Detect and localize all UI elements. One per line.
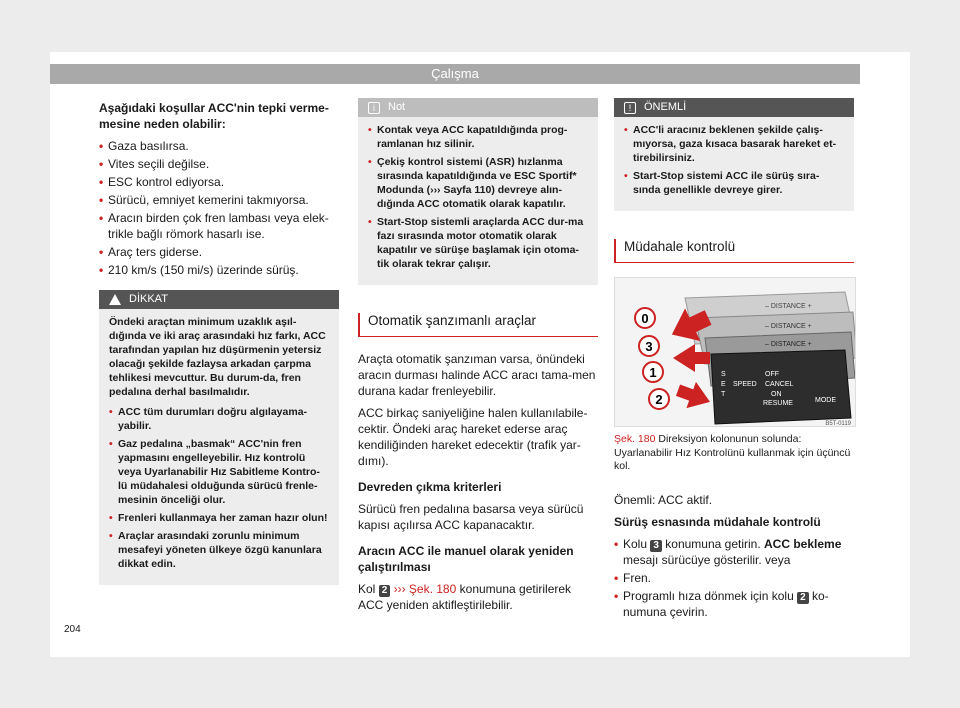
list-item: • ACC tüm durumları doğru algılayama-yabilir. (109, 405, 329, 433)
stalk-label: SPEED (733, 381, 757, 388)
figure-code: B5T-0119 (825, 421, 851, 427)
stalk-label: – DISTANCE + (765, 323, 812, 330)
list-item (614, 588, 854, 620)
stalk-label: – DISTANCE + (765, 303, 812, 310)
subheading: Devreden çıkma kriterleri (358, 480, 502, 494)
important-box (614, 98, 854, 211)
list-item: • 210 km/s (150 mi/s) üzerinde sürüş. (99, 262, 339, 278)
position-badge: 2 (379, 585, 391, 597)
important-body (614, 117, 854, 211)
text: konumuna getirilerek ACC yeniden aktifleştirilebilir. (358, 582, 572, 612)
stalk-illustration (615, 278, 856, 427)
status-text: Önemli: ACC aktif. (614, 492, 713, 507)
column-3 (614, 98, 854, 622)
text: Kol (358, 582, 376, 596)
column-2 (358, 98, 598, 619)
page-number: 204 (64, 624, 81, 635)
callout-2: 2 (655, 392, 663, 407)
stalk-label: CANCEL (765, 381, 794, 388)
stalk-label: RESUME (763, 400, 793, 407)
warning-icon (109, 294, 121, 305)
warning-title: DİKKAT (129, 293, 168, 305)
list-item: • Vites seçili değilse. (99, 156, 339, 172)
figure-number: Şek. 180 (614, 433, 656, 445)
stalk-figure (614, 277, 856, 427)
note-box (358, 98, 598, 285)
list-item: • Sürücü, emniyet kemerini takmıyorsa. (99, 192, 339, 208)
stalk-label: MODE (815, 397, 836, 404)
note-icon: i (368, 102, 380, 114)
text: mesajı sürücüye gösterilir. veya (623, 552, 791, 567)
paragraph: Araçta otomatik şanzıman varsa, önündeki aracın durması halinde ACC aracı tama-men durana kadar frenleyebilir. (358, 352, 596, 398)
position-badge: 2 (797, 592, 809, 604)
text: Programlı hıza dönmek için kolu (623, 588, 794, 603)
paragraph: Sürücü fren pedalına basarsa veya sürücü kapısı açılırsa ACC kapanacaktır. (358, 502, 584, 532)
stalk-label: E (721, 381, 726, 388)
list-item: • Start-Stop sistemli araçlarda ACC dur-ma fazı sırasında motor otomatik olarak kapatılır ve sürüşe başlamak için otoma-tik olarak tekrar çalışır. (368, 215, 588, 271)
warning-body (99, 309, 339, 585)
list-item: • Gaz pedalına „basmak“ ACC'nin fren yapmasını engelleyebilir. Hız kontrolü veya Uyarlanabilir Hız Sabitleme Kontro-lü müdahalesi olduğunda sürücü frenle-mesinin önceliği olur. (109, 437, 329, 507)
callout-0: 0 (641, 311, 649, 326)
list-item: • Araç ters giderse. (99, 244, 339, 260)
warning-header (99, 290, 339, 309)
stalk-label: OFF (765, 371, 779, 378)
stalk-label: T (721, 391, 726, 398)
text: ko-numuna çevirin. (623, 588, 829, 619)
paragraph (358, 581, 598, 613)
section-title: Müdahale kontrolü (614, 239, 854, 263)
subheading: Sürüş esnasında müdahale kontrolü (614, 514, 821, 529)
text: Kolu (623, 536, 648, 551)
paragraph: ACC birkaç saniyeliğine halen kullanılabile-cektir. Öndeki araç hareket ederse araç kendiliğinden hareket edecektir (trafik yar-dımı). (358, 406, 588, 468)
list-item: • Fren. (614, 570, 854, 586)
subheading: Aracın ACC ile manuel olarak yeniden çalıştırılması (358, 544, 574, 574)
stalk-label: S (721, 371, 726, 378)
list-item: • ACC'li aracınız beklenen şekilde çalış-mıyorsa, gaza kısaca basarak hareket et-tirebilirsiniz. (624, 123, 844, 165)
list-item: • Frenleri kullanmaya her zaman hazır olun! (109, 511, 329, 525)
figure-caption (614, 433, 854, 474)
position-badge: 3 (650, 540, 662, 552)
text: konumuna getirin. (665, 536, 761, 551)
page-header: Çalışma (50, 64, 860, 84)
intro-text: Aşağıdaki koşullar ACC'nin tepki verme-mesine neden olabilir: (99, 101, 329, 131)
list-item: • Kontak veya ACC kapatıldığında prog-ramlanan hız silinir. (368, 123, 588, 151)
section-title: Otomatik şanzımanlı araçlar (358, 313, 598, 337)
list-item: • Aracın birden çok fren lambası veya elek-trikle bağlı römork hasarlı ise. (99, 210, 339, 242)
callout-1: 1 (649, 365, 657, 380)
exclamation-icon: ! (624, 102, 636, 114)
callout-3: 3 (645, 339, 653, 354)
list-item: • Start-Stop sistemi ACC ile sürüş sıra-sında genellikle devreye girer. (624, 169, 844, 197)
figure-link[interactable]: ››› Şek. 180 (393, 582, 457, 596)
note-title: Not (388, 101, 406, 113)
warning-box (99, 290, 339, 585)
stalk-label: – DISTANCE + (765, 341, 812, 348)
warning-text: Öndeki araçtan minimum uzaklık aşıl-dığında ve iki araç arasındaki hız farkı, ACC tarafından yapılan hız düşürmenin yetersiz olacağı şekilde fazlaysa arkadan çarpma tehlikesi mevcuttur. Bu durum-da, fren pedalına derhal basılmalıdır. (109, 316, 326, 398)
caption-text: Direksiyon kolonunun solunda: Uyarlanabilir Hız Kontrolünü kullanmak için üçüncü kol. (614, 433, 851, 472)
bold-text: ACC bekleme (764, 536, 842, 551)
list-item: • Çekiş kontrol sistemi (ASR) hızlanma sırasında kapatıldığında ve ESC Sportif* Modunda (››› Sayfa 110) devreye alın-dığında ACC otomatik olarak kapatılır. (368, 155, 588, 211)
important-header (614, 98, 854, 117)
list-item: • Araçlar arasındaki zorunlu minimum mesafeyi yöneten ülkeye özgü kanunlara dikkat edin. (109, 529, 329, 571)
list-item (614, 536, 854, 568)
important-title: ÖNEMLİ (644, 101, 687, 113)
list-item: • ESC kontrol ediyorsa. (99, 174, 339, 190)
column-1 (99, 100, 339, 585)
stalk-label: ON (771, 391, 782, 398)
note-header (358, 98, 598, 117)
note-body (358, 117, 598, 285)
list-item: • Gaza basılırsa. (99, 138, 339, 154)
